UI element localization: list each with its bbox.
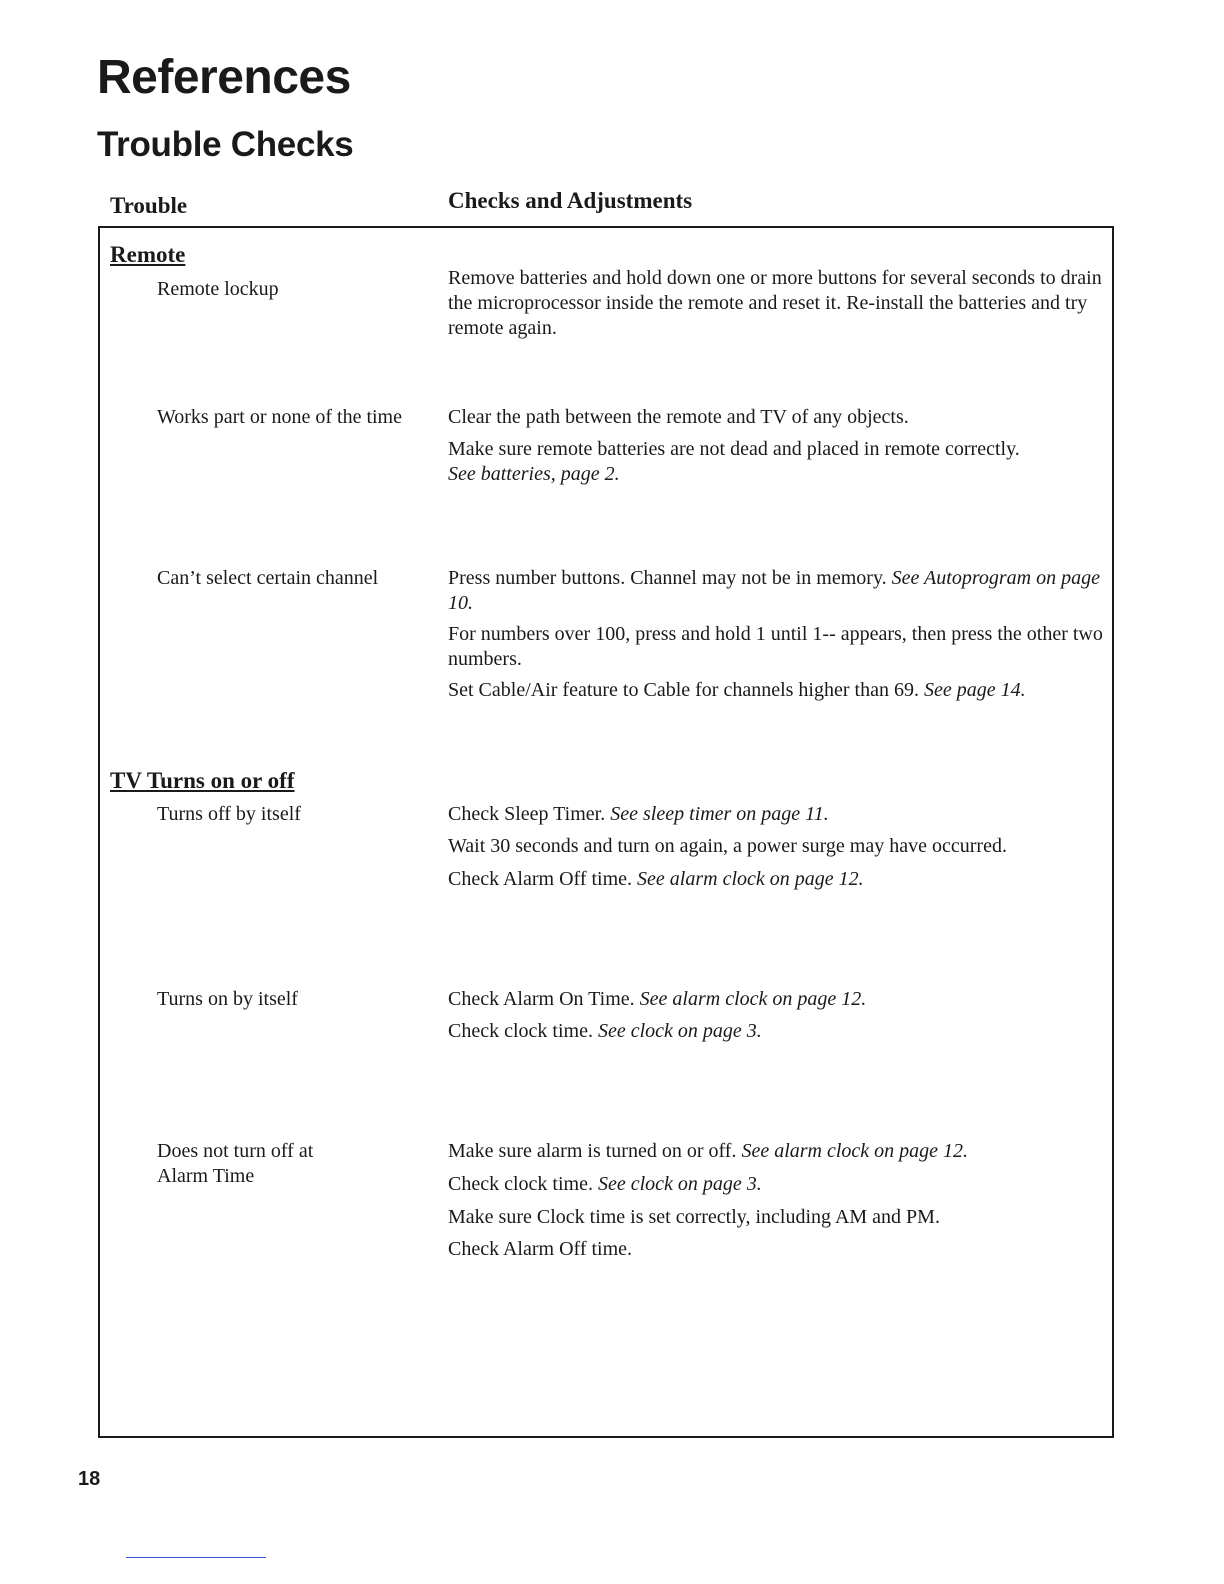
check-item [448,1019,1108,1044]
trouble-works-part-or-none: Works part or none of the time [157,406,402,428]
trouble-remote-lockup: Remote lockup [157,278,279,300]
check-text: Press number buttons. Channel may not be in memory. [448,567,887,589]
check-item [448,1172,1108,1197]
check-item [448,437,1108,487]
group-heading-tv-turns-on-off: TV Turns on or off [110,768,295,793]
bottom-rule [126,1557,266,1558]
trouble-does-not-turn-off: Does not turn off at Alarm Time [157,1140,314,1187]
check-item [448,987,1108,1012]
check-text: Wait 30 seconds and turn on again, a power surge may have occurred. [448,835,1007,857]
check-text: Check Sleep Timer. [448,803,606,825]
check-item [448,1237,1108,1262]
check-reference: See page 14. [923,679,1026,701]
check-item [448,622,1108,672]
check-text: Check clock time. [448,1020,593,1042]
trouble-turns-on-by-itself: Turns on by itself [157,988,298,1010]
check-text: Make sure alarm is turned on or off. [448,1140,737,1162]
check-reference: See Autoprogram on page 10. [448,567,1100,614]
check-item [448,1205,1108,1230]
trouble-turns-off-by-itself: Turns off by itself [157,803,301,825]
check-text: Remove batteries and hold down one or more buttons for several seconds to drain the microprocessor inside the remote and reset it. Re-install the batteries and try remote again. [448,267,1102,339]
check-text: Check Alarm Off time. [448,868,633,890]
page-title: References [97,51,351,104]
check-text: Check Alarm Off time. [448,1238,633,1260]
check-text: Check Alarm On Time. [448,988,635,1010]
check-item [448,867,1108,892]
check-reference: See alarm clock on page 12. [639,988,867,1010]
check-reference: See batteries, page 2. [448,463,620,485]
check-reference: See clock on page 3. [597,1173,762,1195]
check-item [448,266,1108,341]
column-header-trouble: Trouble [110,193,188,218]
check-reference: See alarm clock on page 12. [741,1140,969,1162]
check-item [448,566,1108,616]
check-item [448,1139,1108,1164]
page-number: 18 [78,1468,101,1490]
trouble-cant-select-channel: Can’t select certain channel [157,567,379,589]
check-reference: See sleep timer on page 11. [610,803,829,825]
check-text: For numbers over 100, press and hold 1 until 1-- appears, then press the other two numbers. [448,623,1103,670]
check-reference: See clock on page 3. [597,1020,762,1042]
check-reference: See alarm clock on page 12. [637,868,864,890]
check-text: Make sure remote batteries are not dead and placed in remote correctly. [448,438,1020,460]
check-item [448,405,1108,430]
check-item [448,802,1108,827]
check-text: Make sure Clock time is set correctly, including AM and PM. [448,1206,940,1228]
section-title: Trouble Checks [97,125,354,164]
check-text: Set Cable/Air feature to Cable for channels higher than 69. [448,679,919,701]
group-heading-remote: Remote [110,242,186,267]
check-item [448,834,1108,859]
check-text: Check clock time. [448,1173,593,1195]
check-item [448,678,1108,703]
column-header-checks: Checks and Adjustments [448,188,693,213]
check-text: Clear the path between the remote and TV of any objects. [448,406,909,428]
